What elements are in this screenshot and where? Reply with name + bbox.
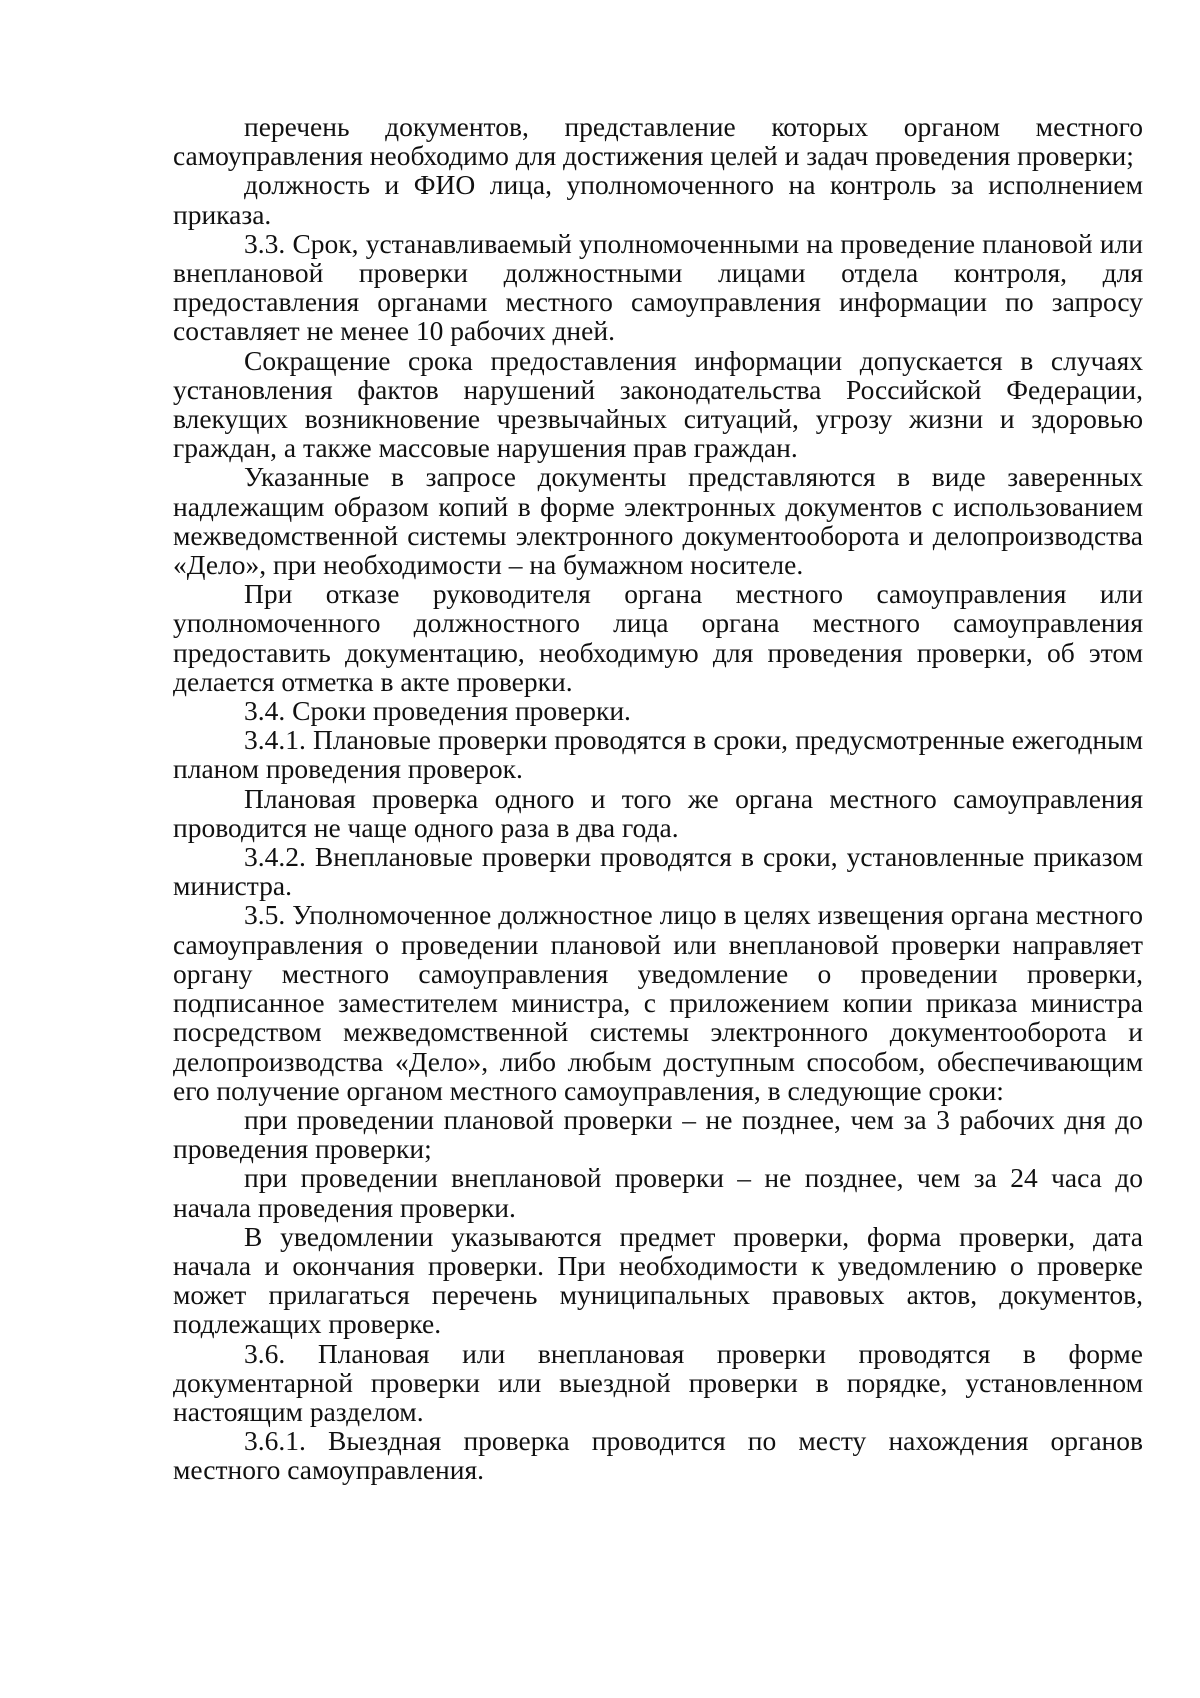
paragraph-responsible-person: должность и ФИО лица, уполномоченного на контроль за исполнением приказа. — [173, 169, 1143, 230]
paragraph-unplanned-notice: при проведении внеплановой проверки – не позднее, чем за 24 часа до начала проведения проверки. — [173, 1162, 1143, 1223]
document-body — [173, 112, 1143, 1485]
paragraph-notice-content: В уведомлении указываются предмет проверки, форма проверки, дата начала и окончания проверки. При необходимости к уведомлению о проверке может прилагаться перечень муниципальных правовых актов, документов, подлежащих проверке. — [173, 1220, 1143, 1340]
paragraph-document-copies: Указанные в запросе документы представляются в виде заверенных надлежащим образом копий в форме электронных документов с использованием межведомственной системы электронного документооборота и делопроизводства «Дело», при необходимости – на бумажном носителе. — [173, 461, 1143, 581]
paragraph-3-5: 3.5. Уполномоченное должностное лицо в целях извещения органа местного самоуправления о проведении плановой или внеплановой проверки направляет органу местного самоуправления уведомление о проведении проверки, подписанное заместителем министра, с приложением копии приказа министра посредством межведомственной системы электронного документооборота и делопроизводства «Дело», либо любым доступным способом, обеспечивающим его получение органом местного самоуправления, в следующие сроки: — [173, 899, 1143, 1106]
paragraph-3-6: 3.6. Плановая или внеплановая проверки проводятся в форме документарной проверки или выездной проверки в порядке, установленном настоящим разделом. — [173, 1337, 1143, 1427]
paragraph-3-6-1: 3.6.1. Выездная проверка проводится по месту нахождения органов местного самоуправления. — [173, 1425, 1143, 1486]
paragraph-planned-notice: при проведении плановой проверки – не позднее, чем за 3 рабочих дня до проведения проверки; — [173, 1103, 1143, 1165]
paragraph-3-4: 3.4. Сроки проведения проверки. — [244, 695, 631, 727]
paragraph-3-4-2: 3.4.2. Внеплановые проверки проводятся в сроки, установленные приказом министра. — [173, 841, 1143, 902]
paragraph-3-3: 3.3. Срок, устанавливаемый уполномоченными на проведение плановой или внеплановой проверки должностными лицами отдела контроля, для предоставления органами местного самоуправления информации по запросу составляет не менее 10 рабочих дней. — [173, 227, 1143, 347]
paragraph-3-4-1: 3.4.1. Плановые проверки проводятся в сроки, предусмотренные ежегодным планом проведения проверок. — [173, 724, 1143, 785]
paragraph-documents-list: перечень документов, представление которых органом местного самоуправления необходимо для достижения целей и задач проведения проверки; — [173, 111, 1143, 172]
paragraph-refusal: При отказе руководителя органа местного самоуправления или уполномоченного должностного лица органа местного самоуправления предоставить документацию, необходимую для проведения проверки, об этом делается отметка в акте проверки. — [173, 578, 1143, 697]
paragraph-deadline-reduction: Сокращение срока предоставления информации допускается в случаях установления фактов нарушений законодательства Российской Федерации, влекущих возникновение чрезвычайных ситуаций, угрозу жизни и здоровью граждан, а также массовые нарушения прав граждан. — [173, 344, 1143, 464]
paragraph-planned-frequency: Плановая проверка одного и того же органа местного самоуправления проводится не чаще одного раза в два года. — [173, 782, 1143, 843]
